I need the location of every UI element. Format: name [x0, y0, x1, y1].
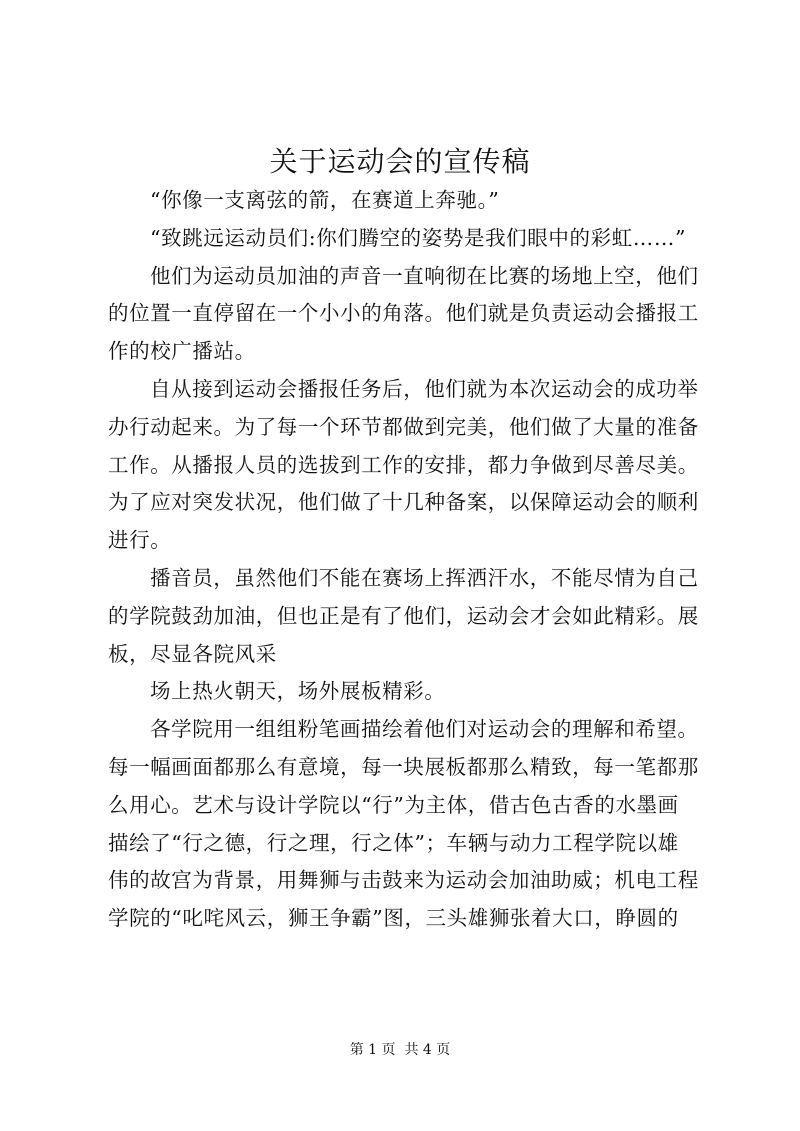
paragraph-line: 自从接到运动会播报任务后，他们就为本次运动会的成功举: [150, 376, 699, 401]
paragraph-line: 的位置一直停留在一个小小的角落。他们就是负责运动会播报工: [108, 301, 699, 326]
document-title: 关于运动会的宣传稿: [269, 145, 531, 178]
paragraph-broadcast-intro: [108, 258, 720, 371]
paragraph-line: 板，尽显各院风采: [108, 641, 277, 666]
paragraph-quote-1: [108, 182, 720, 220]
paragraph-line: 学院的“叱咤风云，狮王争霸”图，三头雄狮张着大口，睁圆的: [108, 906, 679, 931]
paragraph-line: 场上热火朝天，场外展板精彩。: [150, 679, 446, 704]
paragraph-line: “致跳远运动员们:你们腾空的姿势是我们眼中的彩虹……”: [150, 225, 687, 250]
paragraph-line: 描绘了“行之德，行之理，行之体”；车辆与动力工程学院以雄: [108, 830, 679, 855]
paragraph-line: 办行动起来。为了每一个环节都做到完美，他们做了大量的准备: [108, 414, 699, 439]
paragraph-line: 工作。从播报人员的选拔到工作的安排，都力争做到尽善尽美。: [108, 452, 699, 477]
page-number-footer: 第 1 页 共 4 页: [349, 1042, 451, 1058]
paragraph-announcers: [108, 560, 720, 673]
paragraph-line: “你像一支离弦的箭，在赛道上奔驰。”: [150, 188, 500, 212]
paragraph-line: 每一幅画面都那么有意境，每一块展板都那么精致，每一笔都那: [108, 754, 699, 779]
paragraph-line: 为了应对突发状况，他们做了十几种备案，以保障运动会的顺利: [108, 490, 699, 515]
paragraph-display-boards: [108, 673, 720, 711]
paragraph-line: 各学院用一组组粉笔画描绘着他们对运动会的理解和希望。: [150, 717, 699, 742]
document-body: [108, 182, 720, 938]
paragraph-line: 伟的故宫为背景，用舞狮与击鼓来为运动会加油助威；机电工程: [108, 868, 699, 893]
paragraph-line: 作的校广播站。: [108, 339, 256, 364]
paragraph-line: 他们为运动员加油的声音一直响彻在比赛的场地上空，他们: [150, 263, 699, 288]
paragraph-line: 么用心。艺术与设计学院以“行”为主体，借古色古香的水墨画: [108, 792, 679, 817]
paragraph-line: 的学院鼓劲加油，但也正是有了他们，运动会才会如此精彩。展: [108, 603, 699, 628]
paragraph-preparation: [108, 371, 720, 560]
paragraph-quote-2: [108, 220, 720, 258]
paragraph-line: 播音员，虽然他们不能在赛场上挥洒汗水，不能尽情为自己: [150, 565, 699, 590]
paragraph-chalk-drawings: [108, 711, 720, 938]
paragraph-line: 进行。: [108, 528, 172, 553]
